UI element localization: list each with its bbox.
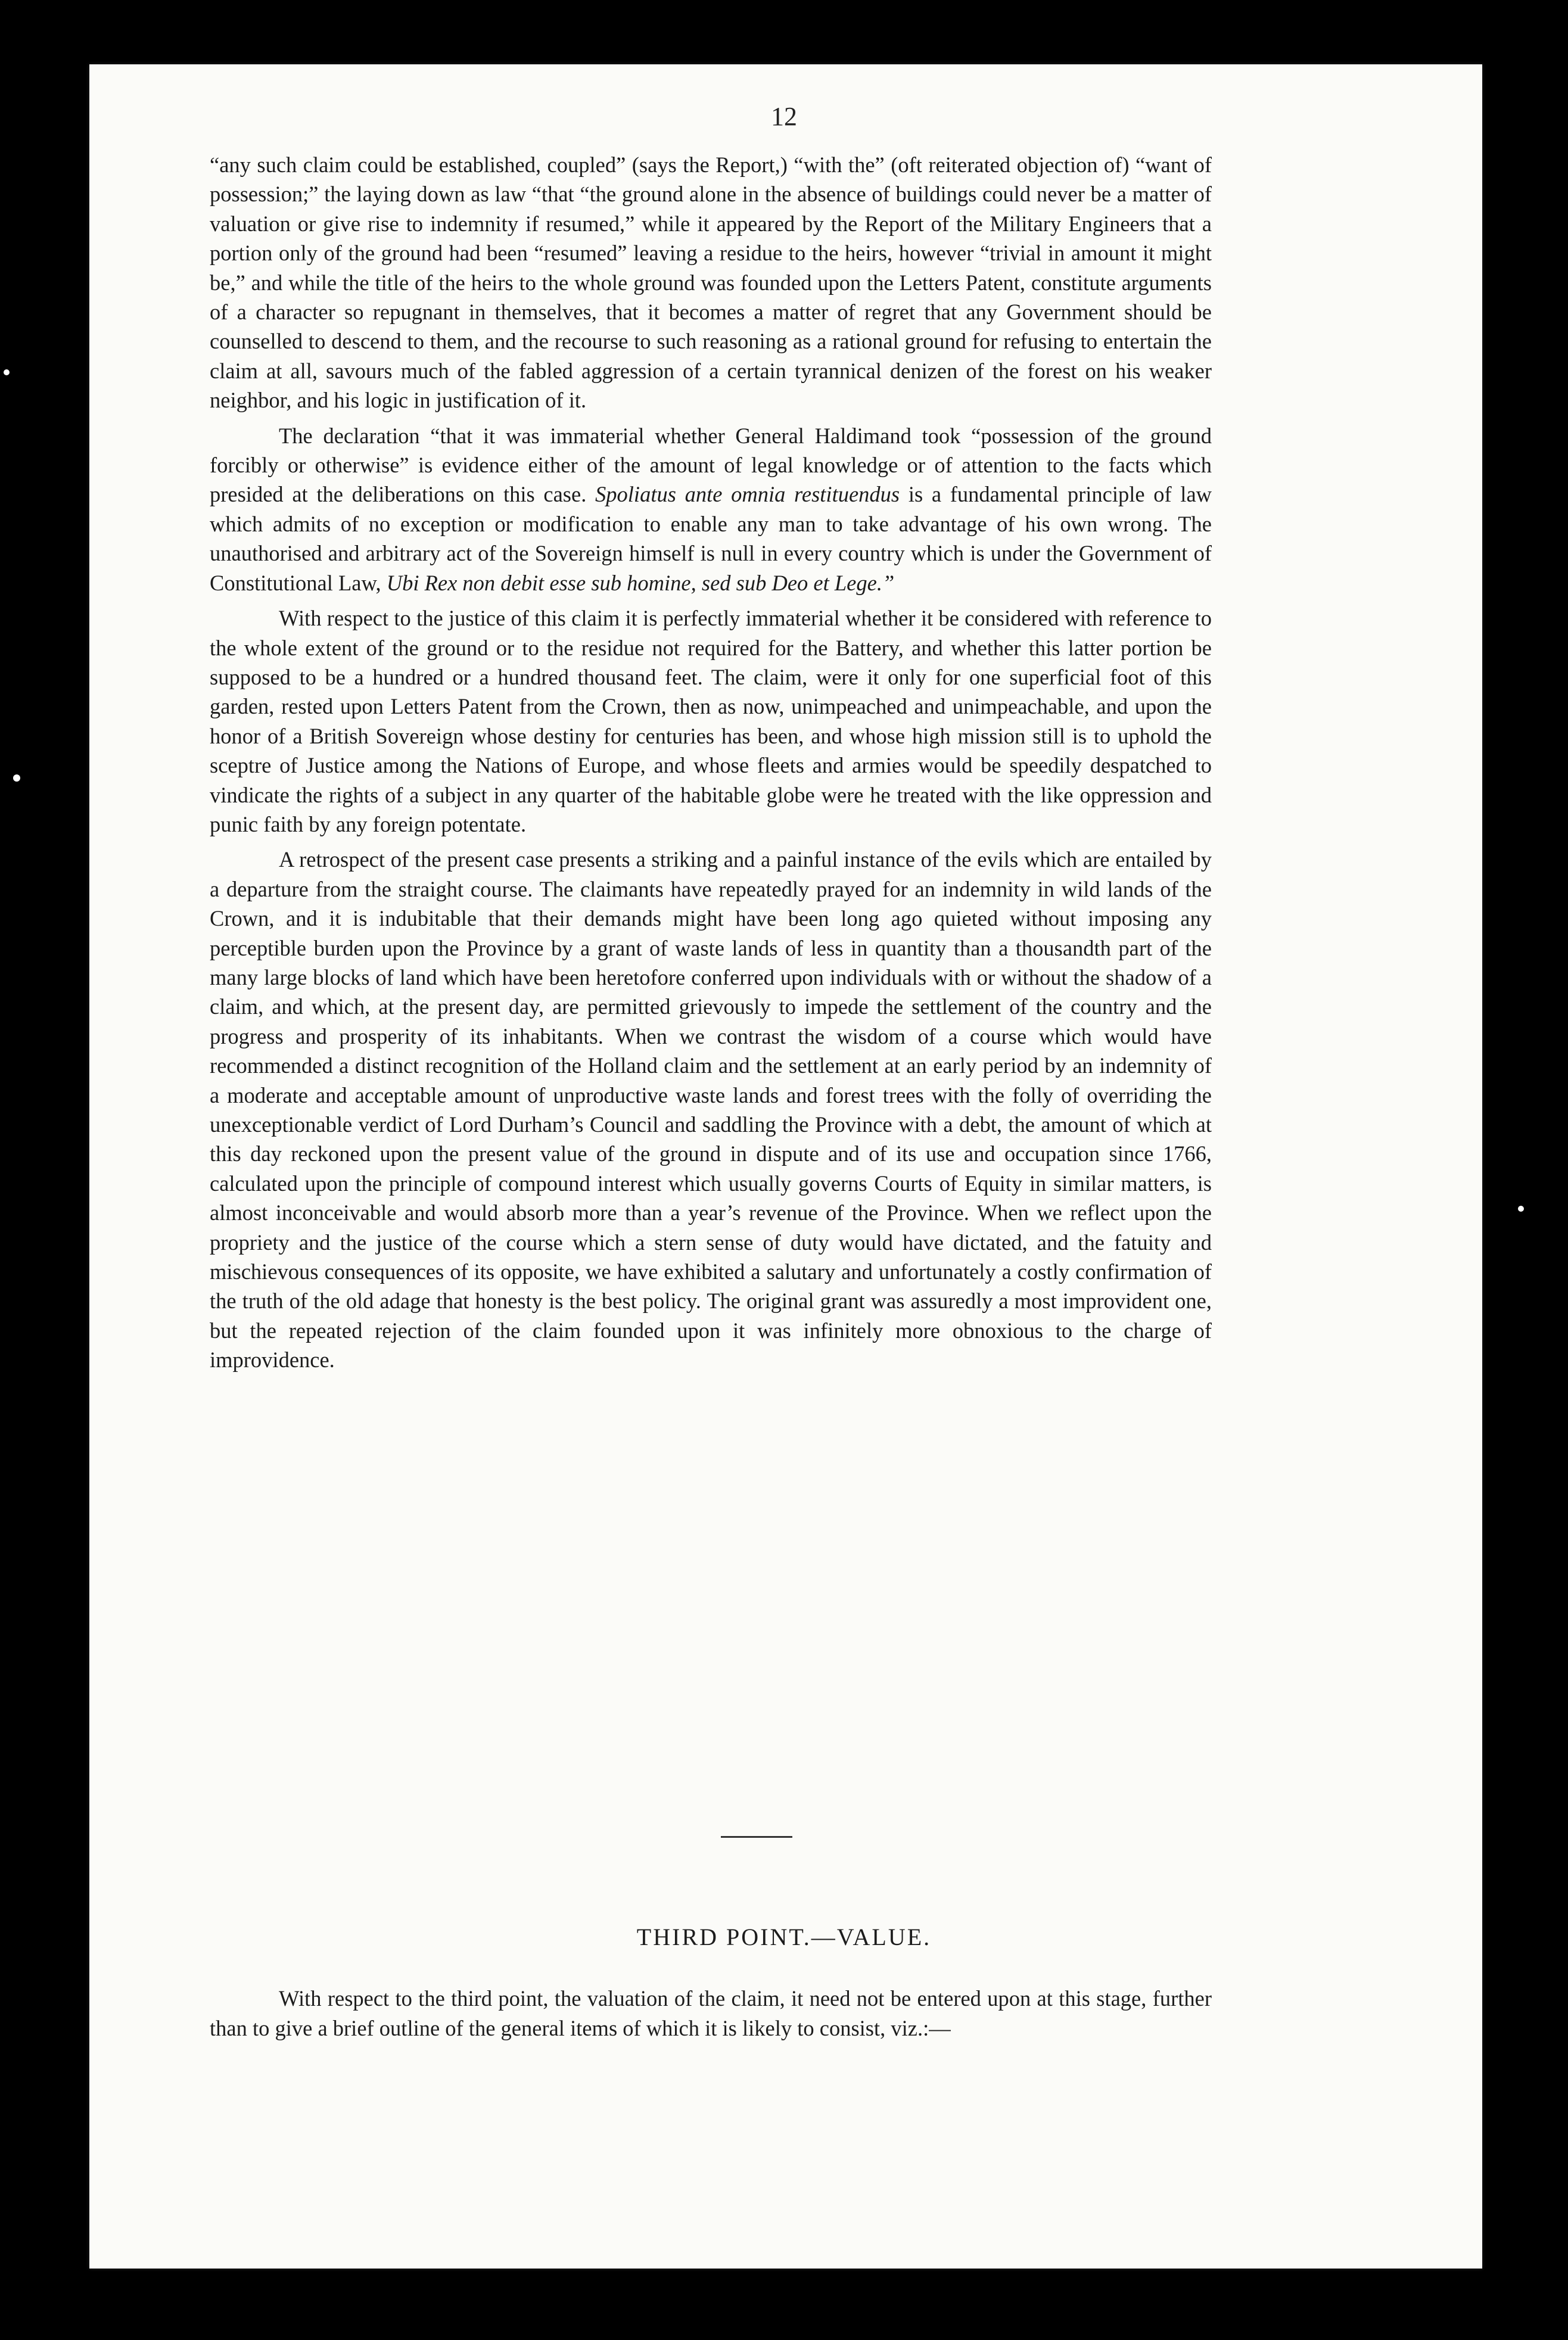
paragraph-2-text: The declaration “that it was immaterial whether General Haldimand took “possession of the ground forcibly or otherwise” is evidence either of the amount of legal knowledge or of attention to the facts which presided at the deliberations on this case.: [210, 423, 1212, 507]
latin-maxim-1: Spoliatus ante omnia restituendus: [595, 482, 900, 507]
paragraph-3: With respect to the justice of this claim it is perfectly immaterial whether it be considered with reference to the whole extent of the ground or to the residue not required for the Battery, and whether this latter portion be supposed to be a hundred or a hundred thousand feet. The claim, were it only for one superficial foot of this garden, rested upon Letters Patent from the Crown, then as now, unimpeached and unimpeachable, and upon the honor of a British Sovereign whose destiny for centuries has been, and whose high mission still is to uphold the sceptre of Justice among the Nations of Europe, and whose fleets and armies would be speedily despatched to vindicate the rights of a subject in any quarter of the habitable globe were he treated with the like oppression and punic faith by any foreign potentate.: [210, 606, 1212, 836]
paragraph-1: “any such claim could be established, coupled” (says the Report,) “with the” (oft reiterated objection of) “want of possession;” the laying down as law “that “the ground alone in the absence of buildings could never be a matter of valuation or give rise to indemnity if resumed,” while it appeared by the Report of the Military Engineers that a portion only of the ground had been “resumed” leaving a residue to the heirs, however “trivial in amount it might be,” and while the title of the heirs to the whole ground was founded upon the Letters Patent, constitute arguments of a character so repugnant in themselves, that it becomes a matter of regret that any Government should be counselled to descend to them, and the recourse to such reasoning as a rational ground for refusing to entertain the claim at all, savours much of the fabled aggression of a certain tyrannical denizen of the forest on his weaker neighbor, and his logic in justification of it.: [210, 153, 1212, 413]
body-text: [210, 150, 1212, 1375]
section-heading: THIRD POINT.—VALUE.: [636, 1924, 932, 1950]
paragraph-2: [210, 421, 1212, 598]
scan-speck: [4, 369, 10, 375]
latin-maxim-2: Ubi Rex non debit esse sub homine, sed sub Deo et Lege.”: [386, 570, 895, 595]
scan-speck: [1518, 1206, 1524, 1212]
paragraph-5: With respect to the third point, the valuation of the claim, it need not be entered upon at this stage, further than to give a brief outline of the general items of which it is likely to consist, viz.:—: [210, 1986, 1212, 2040]
paragraph-4: A retrospect of the present case presents a striking and a painful instance of the evils which are entailed by a departure from the straight course. The claimants have repeatedly prayed for an indemnity in wild lands of the Crown, and it is indubitable that their demands might have been long ago quieted without imposing any perceptible burden upon the Province by a grant of waste lands of less in quantity than a thousandth part of the many large blocks of land which have been heretofore conferred upon individuals with or without the shadow of a claim, and which, at the present day, are permitted grievously to impede the settlement of the country and the progress and prosperity of its inhabitants. When we contrast the wisdom of a course which would have recommended a distinct recognition of the Holland claim and the settlement at an early period by an indemnity of a moderate and acceptable amount of unproductive waste lands and forest trees with the folly of overriding the unexceptionable verdict of Lord Durham’s Council and saddling the Province with a debt, the amount of which at this day reckoned upon the present value of the ground in dispute and of its use and occupation since 1766, calculated upon the principle of compound interest which usually governs Courts of Equity in similar matters, is almost inconceivable and would absorb more than a year’s revenue of the Province. When we reflect upon the propriety and the justice of the course which a stern sense of duty would have dictated, and the fatuity and mischievous consequences of its opposite, we have exhibited a salutary and unfortunately a costly confirmation of the truth of the old adage that honesty is the best policy. The original grant was assuredly a most improvident one, but the repeated rejection of the claim founded upon it was infinitely more obnoxious to the charge of improvidence.: [210, 847, 1212, 1373]
scan-speck: [13, 774, 20, 782]
page-number: 12: [771, 102, 797, 131]
section-divider: [721, 1836, 792, 1838]
paragraph-2-text-continued: is a fundamental principle of law which admits of no exception or modification to enable any man to take advantage of his own wrong. The unauthorised and arbitrary act of the Sovereign himself is null in every country which is under the Government of Constitutional Law,: [210, 482, 1212, 595]
